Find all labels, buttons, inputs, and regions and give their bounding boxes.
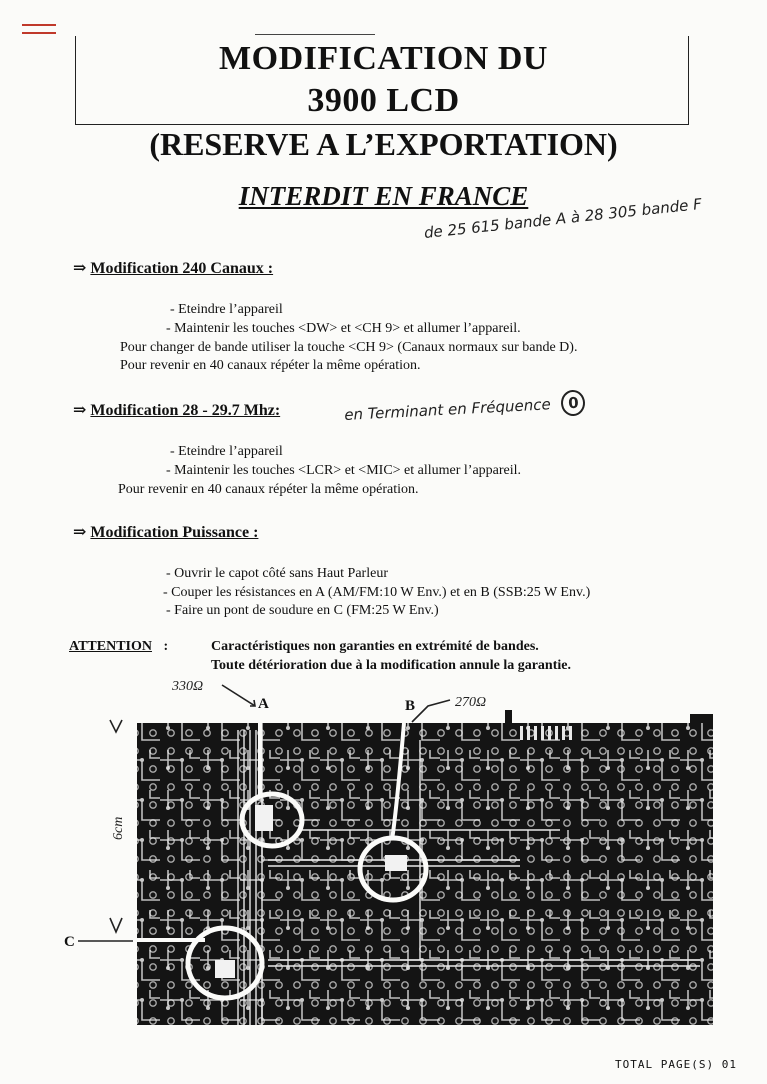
point-c-label: C [64,934,75,950]
section-240-canaux-title [73,258,273,278]
instruction-line: - Ouvrir le capot côté sans Haut Parleur [166,566,388,581]
instruction-line: - Eteindre l’appareil [170,444,283,459]
point-b-label: B [405,698,416,714]
title-top-line [255,34,375,35]
section-title-text: Modification 240 Canaux : [90,260,274,277]
reserve-heading: (RESERVE A L’EXPORTATION) [149,126,618,162]
fax-footer: TOTAL PAGE(S) 01 [615,1058,737,1071]
instruction-line: - Faire un pont de soudure en C (FM:25 W Env.) [166,603,439,618]
attention-colon: : [163,639,169,654]
handwritten-frequency-note [344,389,586,428]
interdit-heading: INTERDIT EN FRANCE [238,181,529,211]
instruction-line: Pour revenir en 40 canaux répéter la même opération. [120,358,421,373]
handnote-text: en Terminant en Fréquence [343,395,552,425]
instruction-line: - Maintenir les touches <DW> et <CH 9> et allumer l’appareil. [166,321,521,336]
title-line-2: 3900 LCD [307,82,460,119]
pcb-board-image [0,670,767,1050]
instruction-line: - Couper les résistances en A (AM/FM:10 W Env.) et en B (SSB:25 W Env.) [163,585,591,600]
dimension-note: 6cm [111,816,126,840]
corner-mark [22,32,56,34]
arrow-icon: ⇒ [73,524,87,541]
note-a-value: 330Ω [172,679,204,694]
section-28mhz-title [73,400,280,420]
instruction-line: - Eteindre l’appareil [170,302,283,317]
section-title-text: Modification Puissance : [90,524,259,541]
arrow-icon: ⇒ [73,260,87,277]
attention-line-1: Caractéristiques non garanties en extrémité de bandes. [211,639,539,654]
corner-mark [22,24,56,26]
attention-word: ATTENTION [69,639,152,654]
attention-label [69,639,168,655]
instruction-line: Pour revenir en 40 canaux répéter la même opération. [118,482,419,497]
section-title-text: Modification 28 - 29.7 Mhz: [90,402,281,419]
instruction-line: Pour changer de bande utiliser la touche <CH 9> (Canaux normaux sur bande D). [120,340,578,355]
section-puissance-title [73,522,258,542]
arrow-icon: ⇒ [73,402,87,419]
note-b-value: 270Ω [455,695,487,710]
circled-zero-icon: 0 [561,389,586,416]
attention-line-2: Toute détérioration due à la modification annule la garantie. [211,658,571,673]
instruction-line: - Maintenir les touches <LCR> et <MIC> et allumer l’appareil. [166,463,522,478]
title-line-1: MODIFICATION DU [219,40,548,77]
handwritten-band-note: de 25 615 bande A à 28 305 bande F [423,194,703,242]
point-a-label: A [258,696,269,712]
